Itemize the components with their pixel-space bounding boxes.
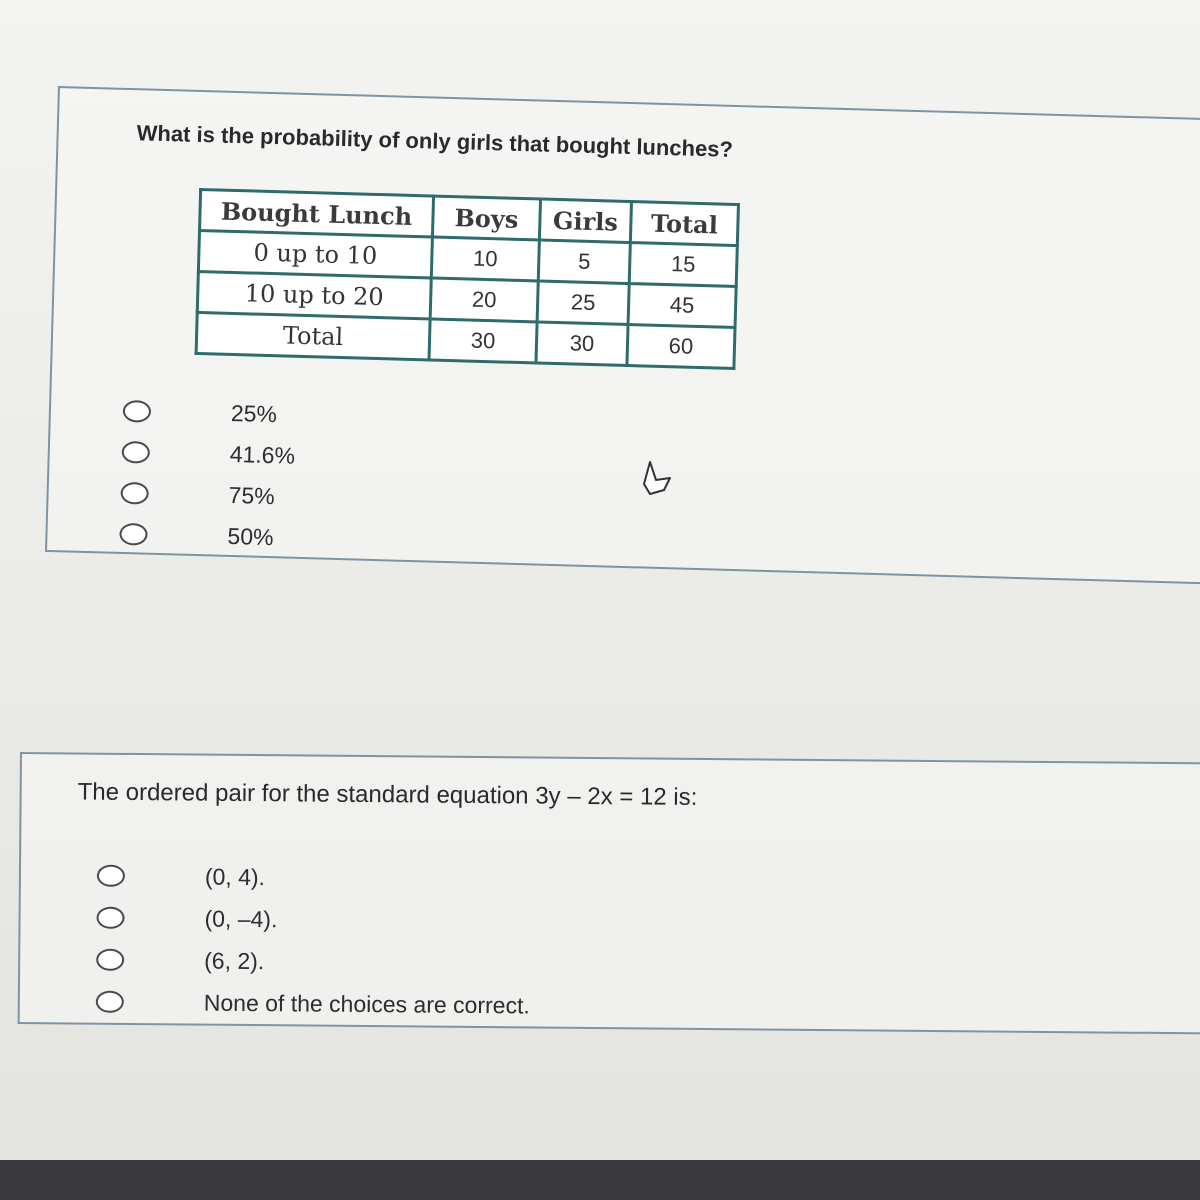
radio-button[interactable] bbox=[97, 865, 125, 887]
option-label: 41.6% bbox=[229, 440, 296, 469]
table-cell: 25 bbox=[537, 281, 629, 325]
radio-button[interactable] bbox=[123, 399, 152, 422]
table-cell: 10 bbox=[431, 237, 539, 281]
table-header: Bought Lunch bbox=[200, 190, 434, 237]
radio-button[interactable] bbox=[96, 991, 124, 1013]
monitor-bezel bbox=[0, 1160, 1200, 1200]
option-label: (6, 2). bbox=[204, 947, 265, 974]
option-label: (0, 4). bbox=[204, 863, 266, 890]
table-cell: Total bbox=[196, 312, 430, 359]
question-2-options bbox=[96, 855, 531, 1027]
table-cell: 0 up to 10 bbox=[198, 231, 432, 278]
table-cell: 10 up to 20 bbox=[197, 271, 431, 318]
answer-option[interactable] bbox=[96, 981, 530, 1027]
radio-button[interactable] bbox=[96, 949, 124, 971]
table-cell: 20 bbox=[430, 278, 538, 322]
table-header: Boys bbox=[432, 196, 540, 240]
option-label: 50% bbox=[227, 522, 274, 551]
table-cell: 30 bbox=[536, 322, 628, 366]
table-cell: 30 bbox=[429, 319, 537, 363]
question-2-text: The ordered pair for the standard equation 3y – 2x = 12 is: bbox=[77, 778, 698, 811]
lunch-table bbox=[195, 188, 740, 370]
option-label: None of the choices are correct. bbox=[203, 989, 530, 1018]
answer-option[interactable] bbox=[96, 939, 530, 985]
radio-button[interactable] bbox=[119, 522, 148, 545]
answer-option[interactable] bbox=[119, 513, 293, 559]
table-cell: 5 bbox=[538, 240, 630, 284]
question-1-options bbox=[119, 390, 297, 559]
table-header: Girls bbox=[539, 199, 631, 243]
question-1-text: What is the probability of only girls that bought lunches? bbox=[136, 120, 734, 162]
table-cell: 45 bbox=[628, 284, 736, 328]
pointer-arrow-icon bbox=[640, 458, 674, 498]
option-label: (0, –4). bbox=[204, 905, 278, 932]
option-label: 75% bbox=[228, 481, 276, 510]
table-cell: 60 bbox=[627, 325, 735, 369]
answer-option[interactable] bbox=[96, 897, 530, 943]
answer-option[interactable] bbox=[120, 472, 294, 518]
answer-option[interactable] bbox=[97, 855, 531, 901]
radio-button[interactable] bbox=[120, 481, 149, 504]
question-card-2 bbox=[18, 752, 1200, 1034]
option-label: 25% bbox=[230, 399, 278, 428]
question-card-1 bbox=[45, 86, 1200, 584]
table-header: Total bbox=[630, 202, 738, 246]
answer-option[interactable] bbox=[122, 390, 296, 436]
answer-option[interactable] bbox=[121, 431, 295, 477]
table-cell: 15 bbox=[629, 243, 737, 287]
radio-button[interactable] bbox=[122, 440, 151, 463]
radio-button[interactable] bbox=[96, 907, 124, 929]
